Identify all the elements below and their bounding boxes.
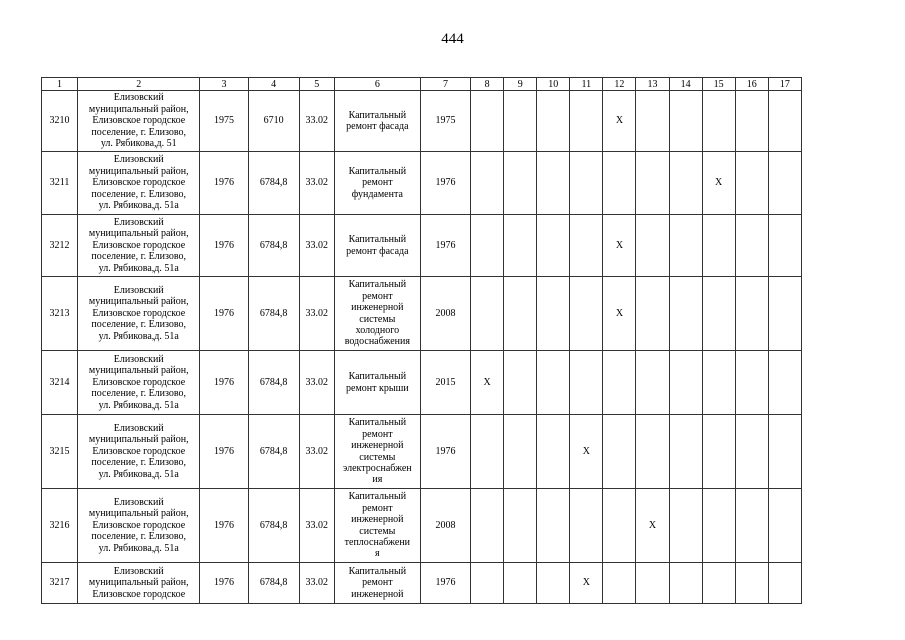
mark-cell (471, 91, 504, 152)
mark-cell (537, 152, 570, 215)
mark-cell: X (603, 277, 636, 351)
mark-cell (669, 91, 702, 152)
mark-cell (471, 563, 504, 604)
mark-cell (636, 563, 669, 604)
page-number: 444 (441, 31, 464, 47)
mark-cell (636, 91, 669, 152)
mark-cell (636, 277, 669, 351)
mark-cell (537, 215, 570, 277)
mark-cell (669, 215, 702, 277)
column-number-cell: 7 (420, 78, 470, 91)
mark-cell (702, 277, 735, 351)
rate-cell: 33.02 (299, 277, 334, 351)
table-row (42, 415, 802, 489)
mark-cell (669, 415, 702, 489)
table-row (42, 489, 802, 563)
rate-cell: 33.02 (299, 489, 334, 563)
mark-cell (636, 351, 669, 415)
mark-cell (702, 415, 735, 489)
column-number-cell: 14 (669, 78, 702, 91)
mark-cell (603, 351, 636, 415)
column-number-row (42, 78, 802, 91)
mark-cell (570, 351, 603, 415)
area-cell: 6784,8 (248, 563, 299, 604)
mark-cell (471, 489, 504, 563)
mark-cell (570, 489, 603, 563)
table-row (42, 277, 802, 351)
rate-cell: 33.02 (299, 351, 334, 415)
mark-cell (735, 415, 768, 489)
mark-cell (504, 152, 537, 215)
work-type-cell: Капитальный ремонт инженерной системы теплоснабжени я (334, 489, 420, 563)
year-of-work-cell: 1976 (420, 152, 470, 215)
row-number-cell: 3216 (42, 489, 78, 563)
mark-cell (537, 351, 570, 415)
mark-cell (768, 489, 801, 563)
mark-cell (768, 277, 801, 351)
year-of-work-cell: 2008 (420, 489, 470, 563)
column-number-cell: 4 (248, 78, 299, 91)
year-of-work-cell: 2015 (420, 351, 470, 415)
table-row (42, 152, 802, 215)
work-type-cell: Капитальный ремонт инженерной системы холодного водоснабжения (334, 277, 420, 351)
mark-cell (702, 351, 735, 415)
mark-cell (504, 415, 537, 489)
year-of-work-cell: 1976 (420, 415, 470, 489)
mark-cell (702, 563, 735, 604)
area-cell: 6784,8 (248, 415, 299, 489)
mark-cell (570, 215, 603, 277)
mark-cell (504, 351, 537, 415)
column-number-cell: 15 (702, 78, 735, 91)
row-number-cell: 3210 (42, 91, 78, 152)
year-of-work-cell: 1976 (420, 563, 470, 604)
area-cell: 6784,8 (248, 215, 299, 277)
mark-cell (603, 415, 636, 489)
mark-cell (504, 489, 537, 563)
mark-cell (537, 91, 570, 152)
year-of-work-cell: 2008 (420, 277, 470, 351)
year-built-cell: 1976 (200, 563, 248, 604)
area-cell: 6784,8 (248, 277, 299, 351)
work-type-cell: Капитальный ремонт фасада (334, 215, 420, 277)
address-cell: Елизовский муниципальный район, Елизовское городское поселение, г. Елизово, ул. Рябикова,д. 51а (78, 215, 200, 277)
work-type-cell: Капитальный ремонт фундамента (334, 152, 420, 215)
mark-cell (537, 277, 570, 351)
table-row (42, 215, 802, 277)
mark-cell: X (570, 563, 603, 604)
row-number-cell: 3217 (42, 563, 78, 604)
table-row (42, 351, 802, 415)
area-cell: 6784,8 (248, 152, 299, 215)
column-number-cell: 2 (78, 78, 200, 91)
mark-cell (768, 91, 801, 152)
year-built-cell: 1975 (200, 91, 248, 152)
rate-cell: 33.02 (299, 563, 334, 604)
year-built-cell: 1976 (200, 215, 248, 277)
work-type-cell: Капитальный ремонт крыши (334, 351, 420, 415)
year-built-cell: 1976 (200, 277, 248, 351)
address-cell: Елизовский муниципальный район, Елизовское городское поселение, г. Елизово, ул. Рябикова,д. 51а (78, 489, 200, 563)
mark-cell (702, 91, 735, 152)
row-number-cell: 3212 (42, 215, 78, 277)
mark-cell (669, 489, 702, 563)
row-number-cell: 3213 (42, 277, 78, 351)
column-number-cell: 17 (768, 78, 801, 91)
mark-cell: X (603, 91, 636, 152)
column-number-cell: 9 (504, 78, 537, 91)
mark-cell (537, 563, 570, 604)
mark-cell (768, 563, 801, 604)
mark-cell (735, 277, 768, 351)
mark-cell (735, 91, 768, 152)
mark-cell (768, 415, 801, 489)
mark-cell: X (603, 215, 636, 277)
mark-cell (636, 415, 669, 489)
mark-cell: X (636, 489, 669, 563)
rate-cell: 33.02 (299, 152, 334, 215)
mark-cell (669, 277, 702, 351)
mark-cell (636, 152, 669, 215)
address-cell: Елизовский муниципальный район, Елизовское городское поселение, г. Елизово, ул. Рябикова,д. 51а (78, 415, 200, 489)
mark-cell (735, 215, 768, 277)
column-number-cell: 11 (570, 78, 603, 91)
mark-cell (735, 489, 768, 563)
column-number-cell: 3 (200, 78, 248, 91)
table-row (42, 91, 802, 152)
address-cell: Елизовский муниципальный район, Елизовское городское поселение, г. Елизово, ул. Рябикова,д. 51а (78, 277, 200, 351)
mark-cell (702, 215, 735, 277)
mark-cell: X (471, 351, 504, 415)
mark-cell (570, 277, 603, 351)
column-number-cell: 13 (636, 78, 669, 91)
work-type-cell: Капитальный ремонт фасада (334, 91, 420, 152)
year-of-work-cell: 1976 (420, 215, 470, 277)
column-number-cell: 5 (299, 78, 334, 91)
column-number-cell: 12 (603, 78, 636, 91)
year-built-cell: 1976 (200, 351, 248, 415)
year-built-cell: 1976 (200, 489, 248, 563)
year-of-work-cell: 1975 (420, 91, 470, 152)
rate-cell: 33.02 (299, 415, 334, 489)
column-number-cell: 6 (334, 78, 420, 91)
mark-cell (471, 277, 504, 351)
row-number-cell: 3211 (42, 152, 78, 215)
mark-cell (669, 351, 702, 415)
column-number-cell: 10 (537, 78, 570, 91)
column-number-cell: 16 (735, 78, 768, 91)
column-number-cell: 1 (42, 78, 78, 91)
mark-cell: X (570, 415, 603, 489)
mark-cell (702, 489, 735, 563)
row-number-cell: 3215 (42, 415, 78, 489)
mark-cell (735, 351, 768, 415)
mark-cell (504, 91, 537, 152)
mark-cell (471, 415, 504, 489)
mark-cell (768, 215, 801, 277)
address-cell: Елизовский муниципальный район, Елизовское городское поселение, г. Елизово, ул. Рябикова,д. 51 (78, 91, 200, 152)
mark-cell (636, 215, 669, 277)
mark-cell (504, 277, 537, 351)
year-built-cell: 1976 (200, 415, 248, 489)
work-type-cell: Капитальный ремонт инженерной (334, 563, 420, 604)
table-row (42, 563, 802, 604)
mark-cell (471, 152, 504, 215)
mark-cell (570, 152, 603, 215)
work-type-cell: Капитальный ремонт инженерной системы электроснабжен ия (334, 415, 420, 489)
column-number-cell: 8 (471, 78, 504, 91)
mark-cell (570, 91, 603, 152)
mark-cell (669, 152, 702, 215)
mark-cell (537, 415, 570, 489)
address-cell: Елизовский муниципальный район, Елизовское городское (78, 563, 200, 604)
address-cell: Елизовский муниципальный район, Елизовское городское поселение, г. Елизово, ул. Рябикова,д. 51а (78, 152, 200, 215)
row-number-cell: 3214 (42, 351, 78, 415)
mark-cell (603, 152, 636, 215)
mark-cell: X (702, 152, 735, 215)
repair-schedule-table (41, 77, 802, 604)
year-built-cell: 1976 (200, 152, 248, 215)
address-cell: Елизовский муниципальный район, Елизовское городское поселение, г. Елизово, ул. Рябикова,д. 51а (78, 351, 200, 415)
mark-cell (735, 563, 768, 604)
mark-cell (768, 152, 801, 215)
area-cell: 6784,8 (248, 489, 299, 563)
mark-cell (504, 563, 537, 604)
mark-cell (471, 215, 504, 277)
mark-cell (537, 489, 570, 563)
mark-cell (735, 152, 768, 215)
area-cell: 6710 (248, 91, 299, 152)
mark-cell (768, 351, 801, 415)
mark-cell (603, 563, 636, 604)
rate-cell: 33.02 (299, 215, 334, 277)
mark-cell (603, 489, 636, 563)
mark-cell (669, 563, 702, 604)
mark-cell (504, 215, 537, 277)
rate-cell: 33.02 (299, 91, 334, 152)
area-cell: 6784,8 (248, 351, 299, 415)
